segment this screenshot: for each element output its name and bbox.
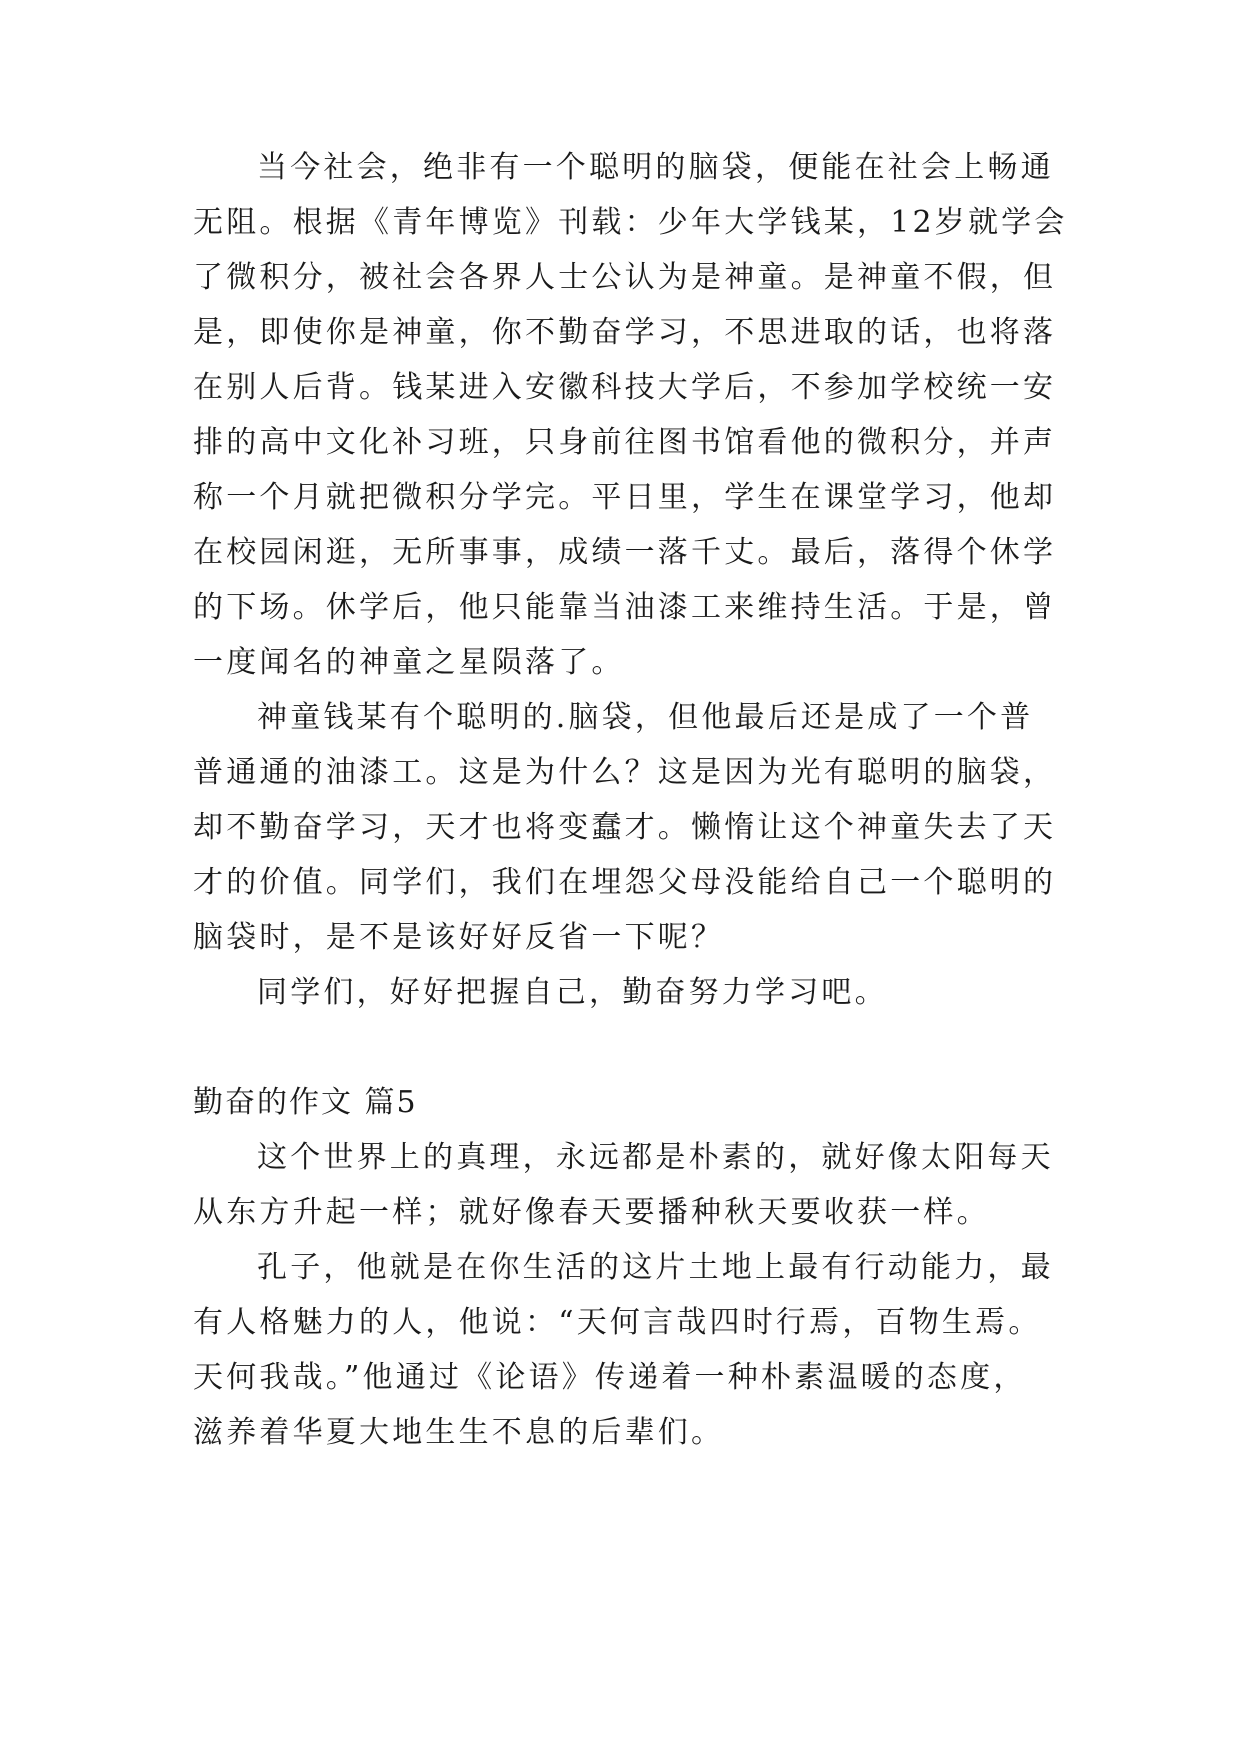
text-line: 这个世界上的真理，永远都是朴素的，就好像太阳每天 [257,1140,1054,1175]
text-line: 天何我哉。”他通过《论语》传递着一种朴素温暖的态度， [193,1360,1027,1395]
text-line: 在别人后背。钱某进入安徽科技大学后，不参加学校统一安 [193,370,1057,405]
text-line: 的下场。休学后，他只能靠当油漆工来维持生活。于是，曾 [193,590,1057,625]
text-line: 滋养着华夏大地生生不息的后辈们。 [193,1415,725,1450]
text-line: 脑袋时，是不是该好好反省一下呢？ [193,920,725,955]
text-line: 神童钱某有个聪明的.脑袋，但他最后还是成了一个普 [257,700,1034,735]
text-line: 称一个月就把微积分学完。平日里，学生在课堂学习，他却 [193,480,1057,515]
section-heading: 勤奋的作文 篇5 [193,1085,418,1120]
text-line: 同学们，好好把握自己，勤奋努力学习吧。 [257,975,888,1010]
text-line: 普通通的油漆工。这是为什么？这是因为光有聪明的脑袋， [193,755,1057,790]
text-line: 排的高中文化补习班，只身前往图书馆看他的微积分，并声 [193,425,1057,460]
text-line: 从东方升起一样；就好像春天要播种秋天要收获一样。 [193,1195,990,1230]
text-line: 一度闻名的神童之星陨落了。 [193,645,625,680]
text-line: 了微积分，被社会各界人士公认为是神童。是神童不假，但 [193,260,1057,295]
text-line: 才的价值。同学们，我们在埋怨父母没能给自己一个聪明的 [193,865,1057,900]
text-line: 当今社会，绝非有一个聪明的脑袋，便能在社会上畅通 [257,150,1054,185]
text-line: 是，即使你是神童，你不勤奋学习，不思进取的话，也将落 [193,315,1057,350]
text-line: 却不勤奋学习，天才也将变蠢才。懒惰让这个神童失去了天 [193,810,1057,845]
text-line: 孔子，他就是在你生活的这片土地上最有行动能力，最 [257,1250,1054,1285]
text-line: 在校园闲逛，无所事事，成绩一落千丈。最后，落得个休学 [193,535,1057,570]
text-line: 有人格魅力的人，他说：“天何言哉四时行焉，百物生焉。 [193,1305,1042,1340]
text-line: 无阻。根据《青年博览》刊载：少年大学钱某，12岁就学会 [193,205,1068,240]
